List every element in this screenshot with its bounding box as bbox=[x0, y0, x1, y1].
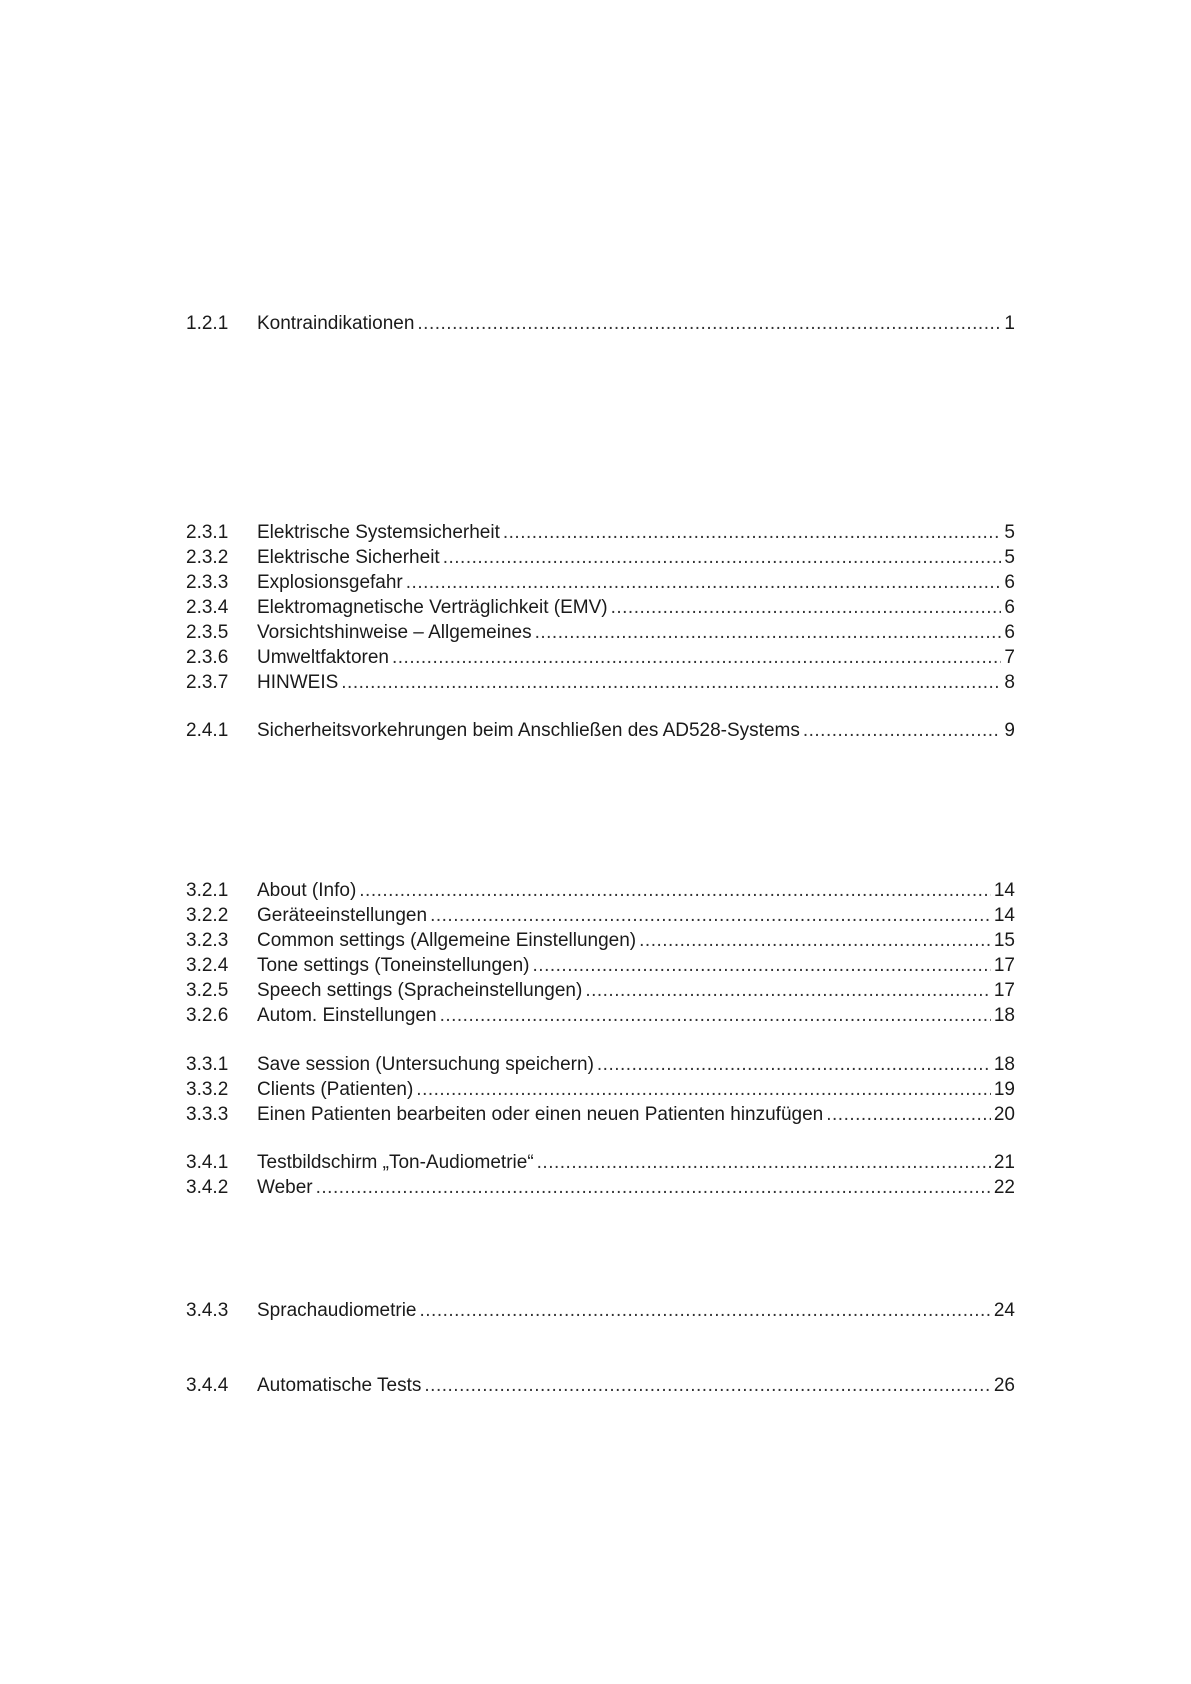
toc-title: Elektrische Systemsicherheit bbox=[257, 522, 500, 543]
toc-title: Elektrische Sicherheit bbox=[257, 547, 440, 568]
toc-leader bbox=[597, 1052, 991, 1078]
toc-page-number: 15 bbox=[993, 930, 1015, 951]
toc-title: HINWEIS bbox=[257, 672, 339, 693]
toc-title: Common settings (Allgemeine Einstellungen) bbox=[257, 930, 637, 951]
toc-leader bbox=[316, 1175, 991, 1201]
toc-page-number: 24 bbox=[993, 1300, 1015, 1321]
toc-number: 2.3.2 bbox=[186, 547, 229, 568]
toc-number: 3.3.2 bbox=[186, 1079, 229, 1100]
toc-title: Vorsichtshinweise – Allgemeines bbox=[257, 622, 532, 643]
toc-leader bbox=[392, 645, 1001, 671]
toc-number: 3.4.4 bbox=[186, 1375, 229, 1396]
toc-entry bbox=[186, 645, 1015, 671]
toc-title: Tone settings (Toneinstellungen) bbox=[257, 955, 530, 976]
toc-leader bbox=[359, 878, 991, 904]
toc-number: 3.3.3 bbox=[186, 1104, 229, 1125]
toc-page-number: 18 bbox=[993, 1005, 1015, 1026]
toc-entry bbox=[186, 1175, 1015, 1201]
toc-leader bbox=[424, 1373, 990, 1399]
toc-entry bbox=[186, 718, 1015, 744]
toc-number: 3.2.4 bbox=[186, 955, 229, 976]
toc-number: 2.3.5 bbox=[186, 622, 229, 643]
toc-title: Weber bbox=[257, 1177, 313, 1198]
toc-page-number: 17 bbox=[993, 955, 1015, 976]
toc-leader bbox=[503, 520, 1002, 546]
toc-title: Geräteeinstellungen bbox=[257, 905, 428, 926]
toc-number: 3.2.1 bbox=[186, 880, 229, 901]
toc-number: 3.2.5 bbox=[186, 980, 229, 1001]
toc-page-number: 7 bbox=[1004, 647, 1015, 668]
toc-page-number: 14 bbox=[993, 880, 1015, 901]
toc-title: Sicherheitsvorkehrungen beim Anschließen des AD528-Systems bbox=[257, 720, 800, 741]
toc-entry bbox=[186, 311, 1015, 337]
toc-title: Save session (Untersuchung speichern) bbox=[257, 1054, 594, 1075]
toc-title: About (Info) bbox=[257, 880, 357, 901]
toc-number: 3.4.1 bbox=[186, 1152, 229, 1173]
toc-page-number: 8 bbox=[1004, 672, 1015, 693]
toc-entry bbox=[186, 545, 1015, 571]
toc-leader bbox=[611, 595, 1002, 621]
toc-entry bbox=[186, 953, 1015, 979]
toc-page-number: 1 bbox=[1004, 313, 1015, 334]
toc-leader bbox=[440, 1003, 991, 1029]
toc-entry bbox=[186, 1150, 1015, 1176]
toc-page-number: 18 bbox=[993, 1054, 1015, 1075]
toc-number: 1.2.1 bbox=[186, 313, 229, 334]
toc-entry bbox=[186, 978, 1015, 1004]
toc-page-number: 22 bbox=[993, 1177, 1015, 1198]
toc-entry bbox=[186, 1102, 1015, 1128]
toc-number: 2.3.3 bbox=[186, 572, 229, 593]
toc-leader bbox=[826, 1102, 991, 1128]
toc-entry bbox=[186, 1373, 1015, 1399]
toc-page-number: 19 bbox=[993, 1079, 1015, 1100]
toc-entry bbox=[186, 1077, 1015, 1103]
toc-number: 3.2.6 bbox=[186, 1005, 229, 1026]
toc-leader bbox=[417, 311, 1001, 337]
toc-entry bbox=[186, 1052, 1015, 1078]
toc-page-number: 6 bbox=[1004, 622, 1015, 643]
toc-leader bbox=[430, 903, 991, 929]
toc-page-number: 17 bbox=[993, 980, 1015, 1001]
toc-title: Speech settings (Spracheinstellungen) bbox=[257, 980, 583, 1001]
toc-title: Automatische Tests bbox=[257, 1375, 422, 1396]
toc-leader bbox=[537, 1150, 991, 1176]
toc-number: 3.2.3 bbox=[186, 930, 229, 951]
toc-entry bbox=[186, 595, 1015, 621]
toc-page-number: 6 bbox=[1004, 597, 1015, 618]
toc-entry bbox=[186, 520, 1015, 546]
toc-page-number: 20 bbox=[993, 1104, 1015, 1125]
toc-page-number: 5 bbox=[1004, 522, 1015, 543]
toc-entry bbox=[186, 670, 1015, 696]
toc-entry bbox=[186, 903, 1015, 929]
toc-page-number: 9 bbox=[1004, 720, 1015, 741]
toc-leader bbox=[416, 1077, 991, 1103]
toc-entry bbox=[186, 620, 1015, 646]
toc-leader bbox=[341, 670, 1001, 696]
toc-leader bbox=[406, 570, 1002, 596]
toc-number: 3.2.2 bbox=[186, 905, 229, 926]
toc-entry bbox=[186, 1298, 1015, 1324]
toc-title: Elektromagnetische Verträglichkeit (EMV) bbox=[257, 597, 608, 618]
toc-number: 3.4.3 bbox=[186, 1300, 229, 1321]
toc-number: 3.4.2 bbox=[186, 1177, 229, 1198]
toc-leader bbox=[443, 545, 1002, 571]
toc-number: 3.3.1 bbox=[186, 1054, 229, 1075]
toc-leader bbox=[533, 953, 991, 979]
toc-number: 2.3.1 bbox=[186, 522, 229, 543]
toc-leader bbox=[535, 620, 1002, 646]
toc-entry bbox=[186, 1003, 1015, 1029]
toc-leader bbox=[585, 978, 991, 1004]
toc-leader bbox=[803, 718, 1002, 744]
toc-page-number: 5 bbox=[1004, 547, 1015, 568]
toc-entry bbox=[186, 878, 1015, 904]
toc-page-number: 21 bbox=[993, 1152, 1015, 1173]
toc-number: 2.3.4 bbox=[186, 597, 229, 618]
toc-entry bbox=[186, 928, 1015, 954]
toc-title: Testbildschirm „Ton-Audiometrie“ bbox=[257, 1152, 534, 1173]
toc-entry bbox=[186, 570, 1015, 596]
toc-title: Umweltfaktoren bbox=[257, 647, 389, 668]
toc-title: Explosionsgefahr bbox=[257, 572, 403, 593]
toc-title: Einen Patienten bearbeiten oder einen neuen Patienten hinzufügen bbox=[257, 1104, 824, 1125]
toc-page-number: 26 bbox=[993, 1375, 1015, 1396]
toc-title: Clients (Patienten) bbox=[257, 1079, 414, 1100]
toc-leader bbox=[419, 1298, 990, 1324]
toc-title: Kontraindikationen bbox=[257, 313, 415, 334]
toc-title: Sprachaudiometrie bbox=[257, 1300, 417, 1321]
toc-title: Autom. Einstellungen bbox=[257, 1005, 437, 1026]
toc-leader bbox=[639, 928, 991, 954]
toc-page-number: 14 bbox=[993, 905, 1015, 926]
toc-page-number: 6 bbox=[1004, 572, 1015, 593]
toc-number: 2.3.7 bbox=[186, 672, 229, 693]
toc-number: 2.4.1 bbox=[186, 720, 229, 741]
toc-number: 2.3.6 bbox=[186, 647, 229, 668]
